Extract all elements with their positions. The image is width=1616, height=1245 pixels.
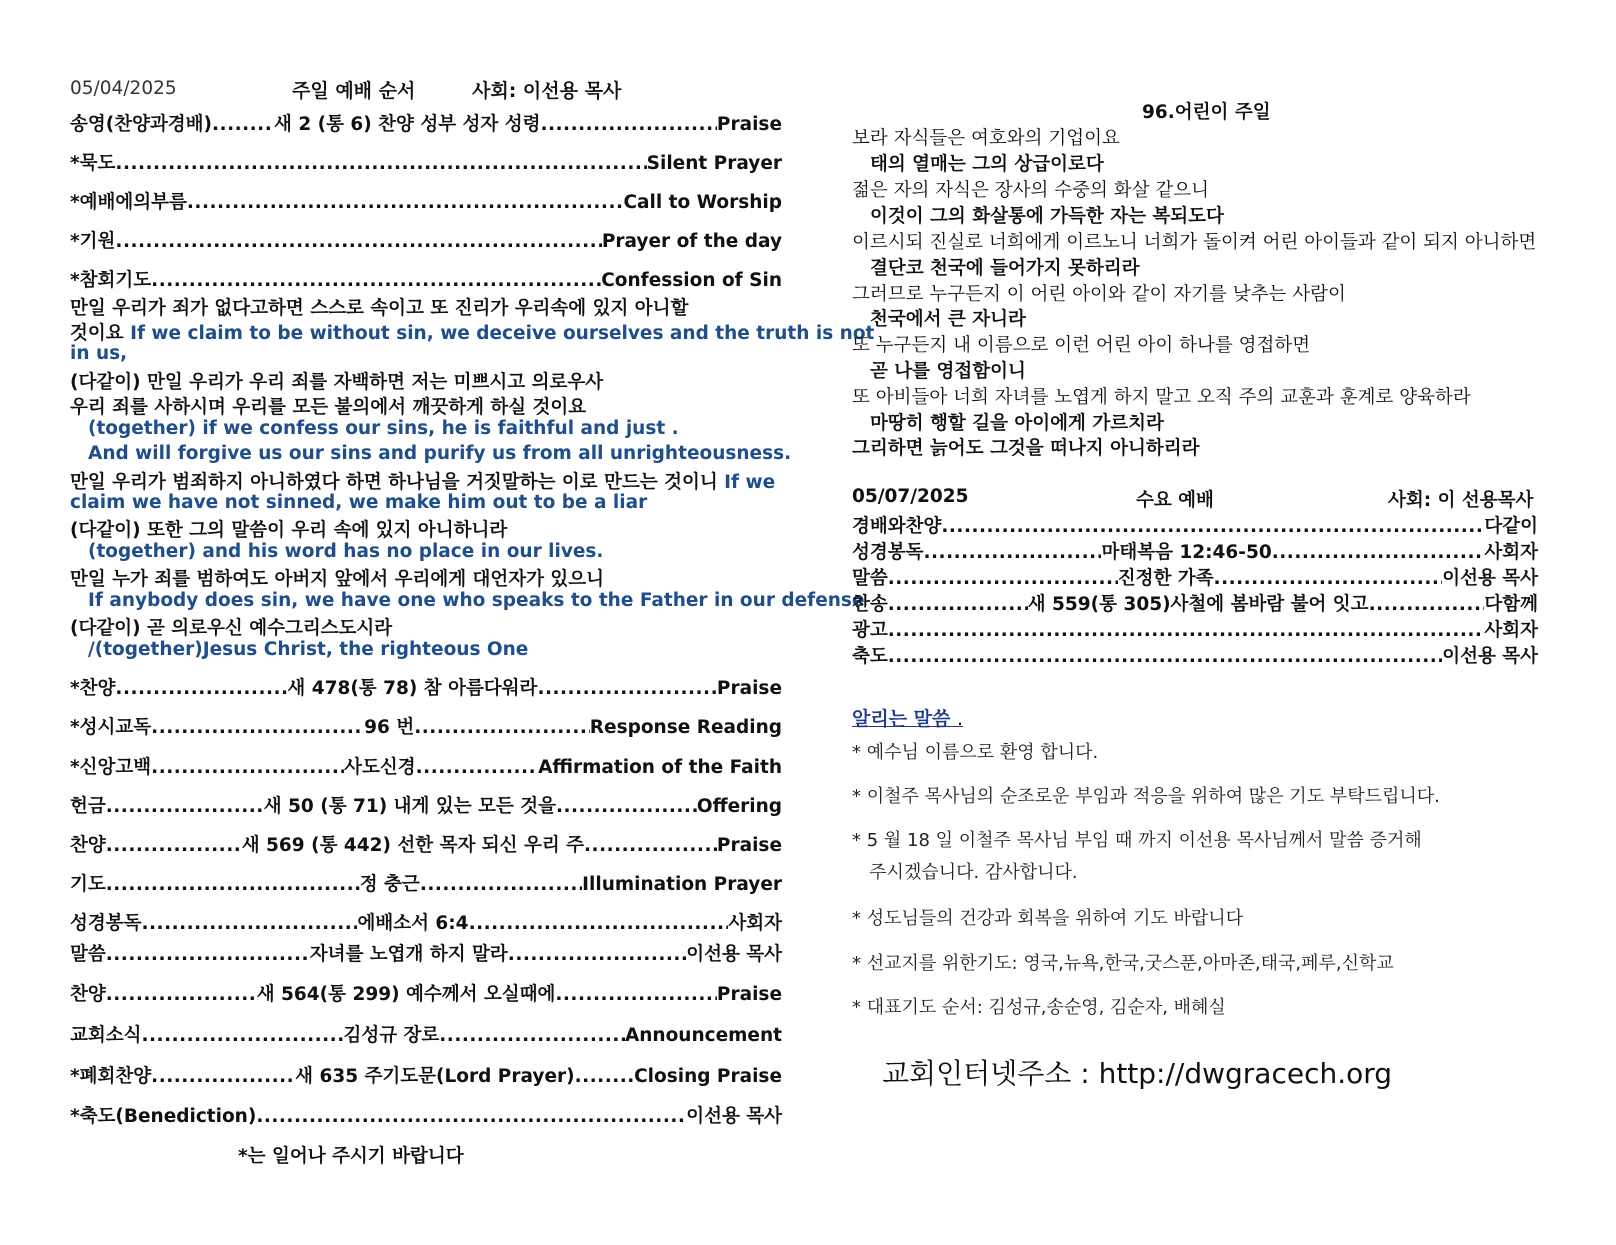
confession-line: If anybody does sin, we have one who speaks to the Father in our defense — [88, 590, 865, 611]
reading-line: 보라 자식들은 여호와의 기업이요 — [852, 128, 1120, 149]
announcements-title — [852, 704, 963, 731]
wed-item — [852, 642, 1538, 668]
order-item-english: Praise — [716, 678, 782, 699]
reading-line: 이르시되 진실로 너희에게 이르노니 너희가 돌이켜 어린 아이들과 같이 되지 아니하면 — [852, 232, 1537, 253]
order-item — [70, 674, 782, 700]
order-item-detail: 96 번 — [364, 717, 415, 738]
wed-item-person: 다함께 — [1484, 594, 1538, 615]
reading-line: 마땅히 행할 길을 아이에게 가르치라 — [870, 413, 1164, 434]
order-item — [70, 188, 782, 214]
order-item-detail: 자녀를 노엽개 하지 말라 — [309, 944, 508, 965]
confession-line: in us, — [70, 343, 128, 364]
order-item-detail: 사도신경 — [344, 757, 416, 778]
sunday-title: 주일 예배 순서 — [292, 80, 416, 102]
order-item-name: *찬양 — [70, 678, 116, 699]
wed-item-name: 경배와찬양 — [852, 516, 942, 537]
order-item-detail: 새 635 주기도문(Lord Prayer) — [295, 1066, 575, 1087]
reading-line: 젊은 자의 자식은 장사의 수중의 화살 같으니 — [852, 180, 1209, 201]
reading-line: 그리하면 늙어도 그것을 떠나지 아니하리라 — [852, 438, 1200, 459]
wed-item — [852, 590, 1538, 616]
order-item-name: *기원 — [70, 231, 116, 252]
confession-korean: 것이요 — [70, 323, 131, 344]
wed-title: 수요 예배 — [1136, 490, 1214, 511]
order-item — [70, 713, 782, 739]
reading-line: 이것이 그의 화살통에 가득한 자는 복되도다 — [870, 206, 1224, 227]
confession-line: claim we have not sinned, we make him out to be a liar — [70, 492, 648, 513]
wed-item-detail: 진정한 가족 — [1117, 568, 1214, 589]
order-item-name: *예배에의부름 — [70, 192, 187, 213]
wed-item-detail: 새 559(통 305)사철에 봄바람 불어 잇고 — [1027, 594, 1369, 615]
confession-line: 우리 죄를 사하시며 우리를 모든 불의에서 깨끗하게 하실 것이요 — [70, 397, 587, 418]
wed-item — [852, 616, 1538, 642]
order-item-english: 이선용 목사 — [686, 1106, 782, 1127]
order-item-english: 이선용 목사 — [686, 944, 782, 965]
order-item-english: Prayer of the day — [601, 231, 782, 252]
wed-item-name: 성경봉독 — [852, 542, 924, 563]
order-item-name: 교회소식 — [70, 1025, 142, 1046]
confession-line — [70, 319, 874, 345]
confession-line: (다같이) 만일 우리가 우리 죄를 자백하면 저는 미쁘시고 의로우사 — [70, 372, 604, 393]
confession-korean: 만일 우리가 범죄하지 아니하였다 하면 하나님을 거짓말하는 이로 만드는 것이니 — [70, 472, 725, 493]
order-item — [70, 831, 782, 857]
order-item — [70, 792, 782, 818]
reading-line: 그러므로 누구든지 이 어린 아이와 같이 자기를 낮추는 사람이 — [852, 284, 1346, 305]
confession-line: And will forgive us our sins and purify us from all unrighteousness. — [88, 443, 792, 464]
order-item — [70, 940, 782, 966]
order-item-detail: 새 569 (통 442) 선한 목자 되신 우리 주 — [241, 835, 585, 856]
order-item-name: *참회기도 — [70, 270, 152, 291]
order-item-detail: 에배소서 6:4 — [357, 913, 469, 934]
announcement-item: * 대표기도 순서: 김성규,송순영, 김순자, 배혜실 — [852, 997, 1226, 1018]
order-item-name: 찬양 — [70, 984, 106, 1005]
order-item-detail: 김성규 장로 — [343, 1025, 440, 1046]
confession-line: (together) if we confess our sins, he is faithful and just . — [88, 418, 679, 439]
wed-item-name: 광고 — [852, 620, 888, 641]
order-item-name: *폐회찬양 — [70, 1066, 152, 1087]
order-item-english: Announcement — [624, 1025, 782, 1046]
order-item-english: Call to Worship — [623, 192, 782, 213]
announcement-item: 주시겠습니다. 감사합니다. — [852, 862, 1078, 883]
wed-item — [852, 538, 1538, 564]
order-item-detail: 새 50 (통 71) 내게 있는 모든 것을 — [263, 796, 556, 817]
order-item-english: Praise — [716, 984, 782, 1005]
order-item-name: *축도(Benediction) — [70, 1106, 257, 1127]
announcement-item: * 성도님들의 건강과 회복을 위하여 기도 바랍니다 — [852, 908, 1244, 929]
confession-english: If we claim to be without sin, we deceive ourselves and the truth is not — [130, 323, 875, 344]
reading-line: 또 누구든지 내 이름으로 이런 어린 아이 하나를 영접하면 — [852, 335, 1311, 356]
order-item — [70, 110, 782, 136]
confession-english: If we — [724, 472, 776, 493]
order-item — [70, 266, 782, 292]
order-item-english: Silent Prayer — [646, 153, 782, 174]
wed-item-person: 이선용 목사 — [1442, 646, 1538, 667]
order-item — [70, 753, 782, 779]
sunday-leader: 사회: 이선용 목사 — [472, 80, 622, 102]
wed-item-name: 축도 — [852, 646, 888, 667]
order-item — [70, 1062, 782, 1088]
wed-leader: 사회: 이 선용목사 — [1388, 490, 1534, 511]
order-item-english: Illumination Prayer — [582, 874, 782, 895]
wed-item-person: 다같이 — [1484, 516, 1538, 537]
reading-line: 태의 열매는 그의 상급이로다 — [870, 154, 1104, 175]
order-item — [70, 909, 782, 935]
order-item-english: Praise — [716, 114, 782, 135]
order-item-name: *묵도 — [70, 153, 116, 174]
announcements-title-text: 알리는 말씀 — [852, 708, 957, 730]
order-item — [70, 1102, 782, 1128]
order-item-english: Closing Praise — [634, 1066, 782, 1087]
wed-item-person: 이선용 목사 — [1442, 568, 1538, 589]
order-item — [70, 149, 782, 175]
wed-item-name: 말씀 — [852, 568, 888, 589]
wed-item-person: 사회자 — [1484, 620, 1538, 641]
wed-item — [852, 564, 1538, 590]
confession-line: (다같이) 곧 의로우신 예수그리스도시라 — [70, 618, 393, 639]
order-item-name: 말씀 — [70, 944, 106, 965]
order-item-name: *신앙고백 — [70, 757, 152, 778]
confession-line: (다같이) 또한 그의 말씀이 우리 속에 있지 아니하니라 — [70, 520, 508, 541]
order-item-name: 성경봉독 — [70, 913, 142, 934]
order-item-english: Praise — [716, 835, 782, 856]
standing-note: *는 일어나 주시기 바랍니다 — [238, 1146, 464, 1167]
confession-line: (together) and his word has no place in our lives. — [88, 541, 604, 562]
order-item — [70, 1021, 782, 1047]
order-item-detail: 새 2 (통 6) 찬양 성부 성자 성령 — [274, 114, 541, 135]
reading-title: 96.어린이 주일 — [1142, 102, 1271, 123]
order-item — [70, 980, 782, 1006]
wed-item-person: 사회자 — [1484, 542, 1538, 563]
reading-line: 또 아비들아 너희 자녀를 노엽게 하지 말고 오직 주의 교훈과 훈계로 양육하라 — [852, 387, 1471, 408]
confession-line — [70, 468, 775, 494]
church-website[interactable]: 교회인터넷주소 : http://dwgracech.org — [882, 1057, 1393, 1090]
order-item-english: Confession of Sin — [601, 270, 782, 291]
order-item-name: 헌금 — [70, 796, 106, 817]
order-item-name: 기도 — [70, 874, 106, 895]
order-item — [70, 227, 782, 253]
announcement-item: * 5 월 18 일 이철주 목사님 부임 때 까지 이선용 목사님께서 말씀 증거해 — [852, 830, 1422, 851]
wed-item-detail: 마태복음 12:46-50 — [1101, 542, 1272, 563]
order-item-name: 찬양 — [70, 835, 106, 856]
order-item-english: 사회자 — [728, 913, 782, 934]
order-item-name: 송영(찬양과경배) — [70, 114, 213, 135]
reading-line: 결단코 천국에 들어가지 못하리라 — [870, 258, 1140, 279]
confession-line: /(together)Jesus Christ, the righteous One — [88, 639, 529, 660]
announcement-item: * 예수님 이름으로 환영 합니다. — [852, 742, 1099, 763]
order-item — [70, 870, 782, 896]
announcements-title-dot: . — [957, 708, 964, 730]
wed-item — [852, 512, 1538, 538]
order-item-english: Response Reading — [589, 717, 782, 738]
order-item-name: *성시교독 — [70, 717, 152, 738]
reading-line: 곧 나를 영접함이니 — [870, 361, 1026, 382]
reading-line: 천국에서 큰 자니라 — [870, 309, 1026, 330]
confession-line: 만일 누가 죄를 범하여도 아버지 앞에서 우리에게 대언자가 있으니 — [70, 569, 605, 590]
order-item-detail: 새 564(통 299) 예수께서 오실때에 — [256, 984, 556, 1005]
announcement-item: * 이철주 목사님의 순조로운 부임과 적응을 위하여 많은 기도 부탁드립니다. — [852, 786, 1440, 807]
wed-date: 05/07/2025 — [852, 486, 969, 507]
order-item-detail: 새 478(통 78) 참 아름다워라 — [287, 678, 538, 699]
order-item-english: Offering — [696, 796, 782, 817]
wed-item-name: 찬송 — [852, 594, 888, 615]
announcement-item: * 선교지를 위한기도: 영국,뉴욕,한국,굿스푼,아마존,태국,페루,신학교 — [852, 953, 1394, 974]
order-item-detail: 정 충근 — [359, 874, 420, 895]
sunday-date: 05/04/2025 — [70, 78, 177, 99]
order-item-english: Affirmation of the Faith — [538, 757, 782, 778]
confession-line: 만일 우리가 죄가 없다고하면 스스로 속이고 또 진리가 우리속에 있지 아니할 — [70, 298, 689, 319]
